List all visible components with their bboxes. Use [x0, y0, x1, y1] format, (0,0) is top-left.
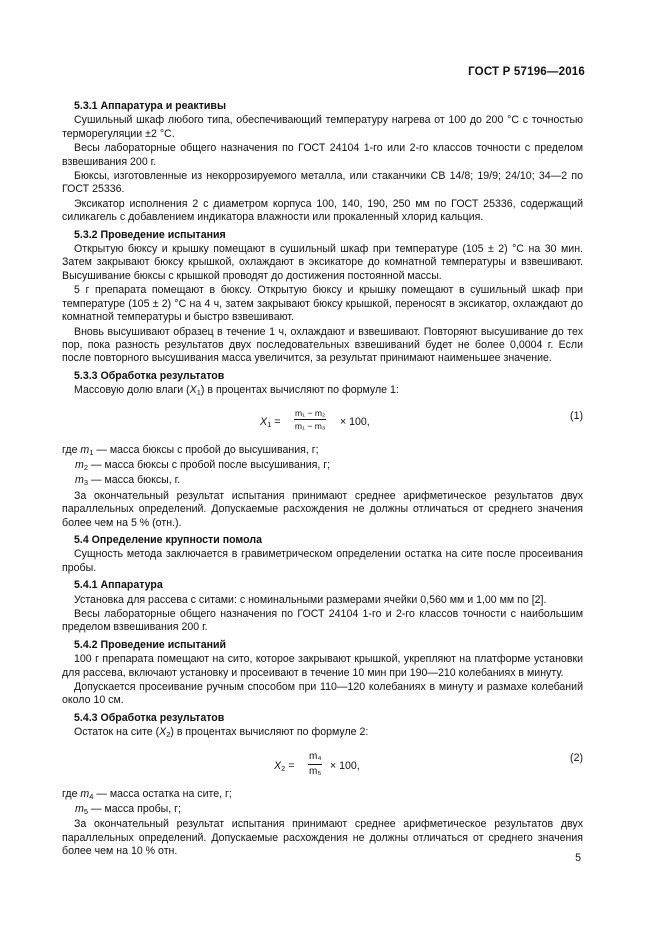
formula-lhs: $X_2$ =: [274, 759, 295, 773]
paragraph: За окончательный результат испытания принимают среднее арифметическое результатов двух параллельных определений. Допускаемые расхождения не должны отличаться от среднего значения более чем на 5 % (отн.).: [62, 489, 583, 529]
section-5-3-1-title: 5.3.1 Аппаратура и реактивы: [74, 100, 226, 112]
paragraph: Вновь высушивают образец в течение 1 ч, охлаждают и взвешивают. Повторяют высушивание до тех пор, пока разность результатов двух последовательных взвешиваний будет не более 0,0004 г. Если после повторного высушивания масса увеличится, за результат принимают наименьшее значение.: [62, 325, 583, 365]
paragraph: Открытую бюксу и крышку помещают в сушильный шкаф при температуре (105 ± 2) °С на 30 мин. Затем закрывают бюксу крышкой, охлаждают в эксикаторе до комнатной температуры и взвешивают. Высушивание бюксы с крышкой проводят до достижения постоянной массы.: [62, 243, 583, 282]
paragraph: Сущность метода заключается в гравиметрическом определении остатка на сите после просеивания пробы.: [62, 548, 583, 574]
document-header: ГОСТ Р 57196—2016: [468, 66, 585, 78]
section-5-3-2-title: 5.3.2 Проведение испытания: [74, 228, 226, 241]
section-5-4-3-title: 5.4.3 Обработка результатов: [74, 711, 225, 724]
legend-item: где $m_4$ — масса остатка на сите, г;: [62, 787, 232, 801]
formula-tail: × 100,: [340, 415, 370, 428]
paragraph: Установка для рассева с ситами: с номинальными размерами ячейки 0,560 мм и 1,00 мм по [2].: [74, 593, 547, 606]
fraction-numerator: m₁ − m₂: [295, 407, 326, 418]
formula-lhs: $X_1$ =: [260, 415, 281, 429]
page-number: 5: [575, 852, 581, 864]
legend-item: где $m_1$ — масса бюксы с пробой до высушивания, г;: [62, 443, 319, 457]
section-5-4-2-title: 5.4.2 Проведение испытаний: [74, 638, 227, 651]
fraction-denominator: m₁ − m₃: [294, 420, 326, 431]
formula-number: (1): [570, 409, 583, 422]
paragraph: Весы лабораторные общего назначения по ГОСТ 24104 1-го и 2-го классов точности с наибольшим пределом взвешивания 200 г.: [62, 608, 583, 634]
formula-intro: Остаток на сите $(X_2)$ в процентах вычисляют по формуле 2:: [74, 726, 369, 740]
paragraph: 100 г препарата помещают на сито, которое закрывают крышкой, укрепляют на платформе установки для рассева, включают установку и просеивают в течение 10 мин при 190—210 колебаниях в минуту.: [62, 653, 583, 679]
legend-item: $m_3$ — масса бюксы, г.: [75, 474, 181, 488]
formula-number: (2): [570, 751, 583, 764]
formula-fraction: [294, 408, 326, 431]
formula-legend: [62, 788, 583, 819]
formula-1: [62, 404, 583, 442]
formula-legend: [62, 444, 583, 490]
formula-intro: Массовую долю влаги $(X_1)$ в процентах вычисляют по формуле 1:: [74, 384, 399, 398]
paragraph: Весы лабораторные общего назначения по ГОСТ 24104 1-го или 2-го классов точности с пределом взвешивания 200 г.: [62, 142, 583, 168]
formula-tail: × 100,: [330, 759, 360, 772]
section-5-4-title: 5.4 Определение крупности помола: [74, 533, 262, 546]
paragraph: Сушильный шкаф любого типа, обеспечивающий температуру нагрева от 100 до 200 °С с точностью терморегуляции ±2 °С.: [62, 114, 583, 140]
fraction-denominator: m₅: [309, 765, 322, 777]
legend-item: $m_2$ — масса бюксы с пробой после высушивания, г;: [75, 458, 331, 472]
section-5-4-1-title: 5.4.1 Аппаратура: [74, 579, 163, 592]
paragraph: Допускается просеивание ручным способом при 110—120 колебаниях в минуту и размахе колебаний около 10 см.: [62, 681, 583, 707]
legend-item: $m_5$ — масса пробы, г;: [75, 803, 181, 817]
paragraph: Бюксы, изготовленные из некоррозируемого металла, или стаканчики СВ 14/8; 19/9; 24/10; 34—2 по ГОСТ 25336.: [62, 170, 583, 196]
section-5-3-3-title: 5.3.3 Обработка результатов: [74, 369, 225, 382]
fraction-numerator: m₄: [308, 751, 322, 765]
formula-2: [62, 746, 583, 786]
document-body: [62, 96, 583, 860]
paragraph: За окончательный результат испытания принимают среднее арифметическое результатов двух параллельных определений. Допускаемые расхождения не должны отличаться от среднего значения более чем на 10 % отн.: [62, 818, 583, 858]
paragraph: 5 г препарата помещают в бюксу. Открытую бюксу и крышку помещают в сушильный шкаф при температуре (105 ± 2) °С на 4 ч, затем закрывают бюксу крышкой, переносят в эксикатор, охлаждают до комнатной температуры и быстро взвешивают.: [62, 284, 583, 324]
paragraph: Эксикатор исполнения 2 с диаметром корпуса 100, 140, 190, 250 мм по ГОСТ 25336, содержащий силикагель с добавлением индикатора влажности или прокаленный хлорид кальция.: [62, 197, 583, 224]
formula-fraction: [308, 751, 322, 778]
